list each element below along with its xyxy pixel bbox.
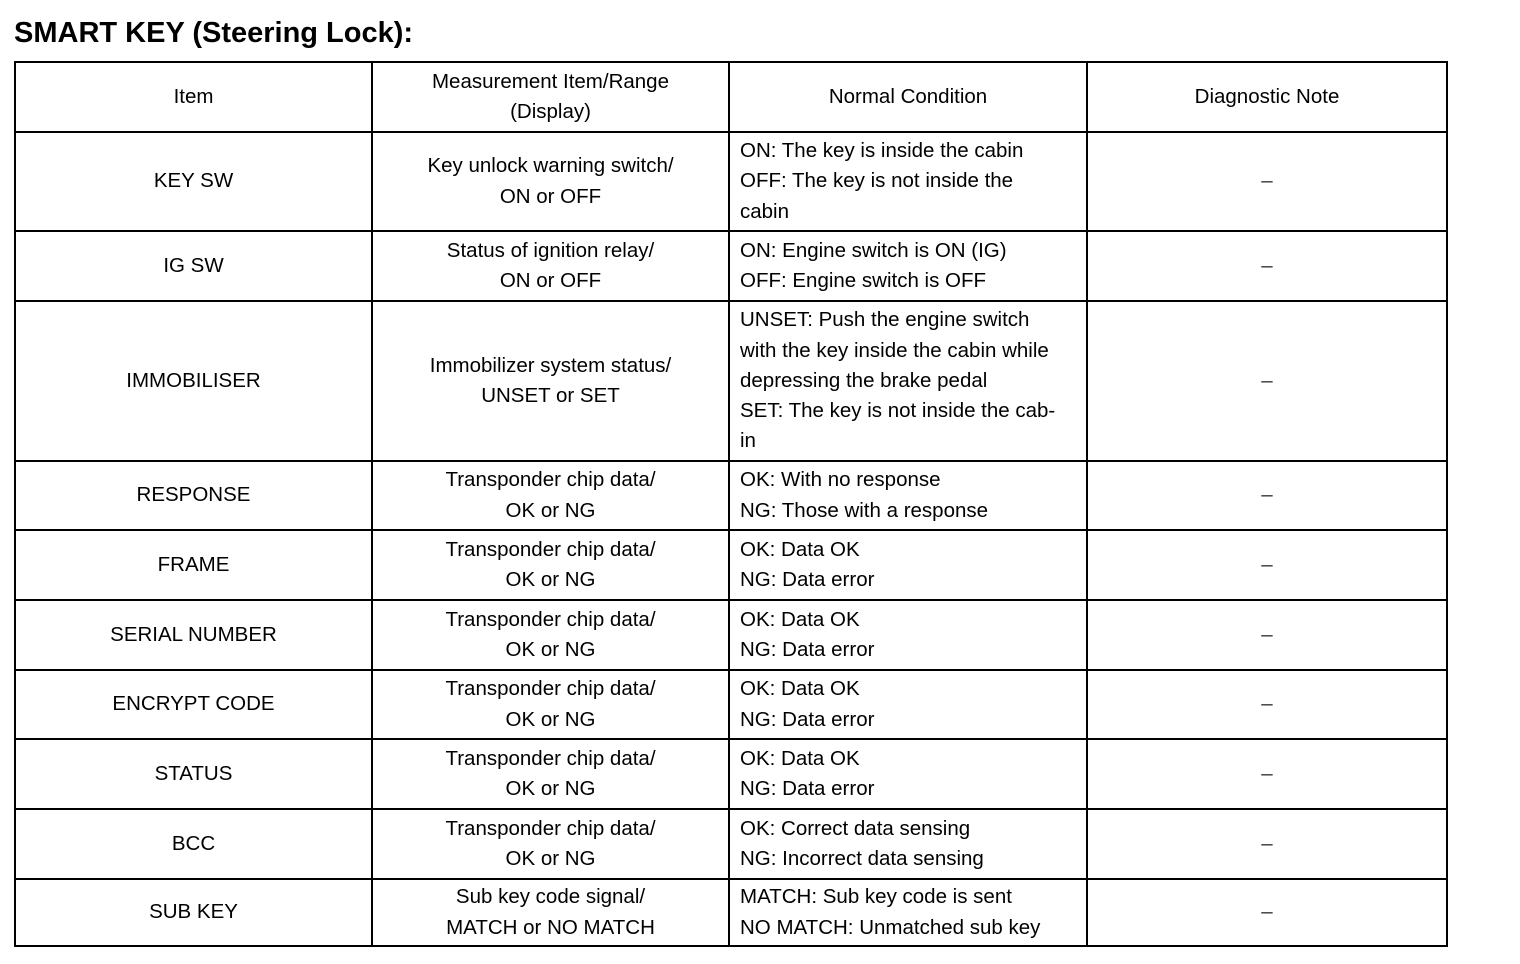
cell-diagnostic-note: – [1087, 670, 1447, 739]
smart-key-table [14, 61, 1448, 947]
cell-item: STATUS [15, 739, 372, 809]
cell-measurement: Transponder chip data/ OK or NG [372, 670, 729, 739]
cell-normal-condition: OK: Data OK NG: Data error [729, 530, 1087, 600]
table-row [15, 231, 1447, 301]
cell-item: FRAME [15, 530, 372, 600]
cell-normal-condition: ON: The key is inside the cabin OFF: The key is not inside the cabin [729, 132, 1087, 231]
cell-normal-condition: MATCH: Sub key code is sent NO MATCH: Unmatched sub key [729, 879, 1087, 946]
cell-normal-condition: OK: Data OK NG: Data error [729, 739, 1087, 809]
table-row [15, 530, 1447, 600]
table-row [15, 670, 1447, 739]
cell-normal-condition: OK: With no response NG: Those with a response [729, 461, 1087, 530]
cell-diagnostic-note: – [1087, 461, 1447, 530]
cell-measurement: Status of ignition relay/ ON or OFF [372, 231, 729, 301]
cell-measurement: Transponder chip data/ OK or NG [372, 600, 729, 670]
cell-diagnostic-note: – [1087, 600, 1447, 670]
cell-measurement: Sub key code signal/ MATCH or NO MATCH [372, 879, 729, 946]
table-body [15, 132, 1447, 946]
cell-measurement: Key unlock warning switch/ ON or OFF [372, 132, 729, 231]
table-row [15, 301, 1447, 461]
cell-normal-condition: OK: Correct data sensing NG: Incorrect data sensing [729, 809, 1087, 879]
cell-item: BCC [15, 809, 372, 879]
cell-item: KEY SW [15, 132, 372, 231]
cell-normal-condition: OK: Data OK NG: Data error [729, 670, 1087, 739]
cell-diagnostic-note: – [1087, 231, 1447, 301]
cell-diagnostic-note: – [1087, 530, 1447, 600]
table-row [15, 879, 1447, 946]
cell-item: SUB KEY [15, 879, 372, 946]
table-row [15, 132, 1447, 231]
cell-diagnostic-note: – [1087, 879, 1447, 946]
column-header-measurement: Measurement Item/Range (Display) [372, 62, 729, 132]
column-header-normal-condition: Normal Condition [729, 62, 1087, 132]
column-header-item: Item [15, 62, 372, 132]
cell-normal-condition: UNSET: Push the engine switch with the key inside the cabin while depressing the brake pedal SET: The key is not inside the cab- in [729, 301, 1087, 461]
cell-normal-condition: OK: Data OK NG: Data error [729, 600, 1087, 670]
cell-diagnostic-note: – [1087, 132, 1447, 231]
cell-measurement: Transponder chip data/ OK or NG [372, 530, 729, 600]
table-row [15, 461, 1447, 530]
cell-measurement: Immobilizer system status/ UNSET or SET [372, 301, 729, 461]
cell-diagnostic-note: – [1087, 301, 1447, 461]
table-header-row [15, 62, 1447, 132]
cell-measurement: Transponder chip data/ OK or NG [372, 809, 729, 879]
column-header-diagnostic-note: Diagnostic Note [1087, 62, 1447, 132]
cell-item: IG SW [15, 231, 372, 301]
table-row [15, 809, 1447, 879]
cell-measurement: Transponder chip data/ OK or NG [372, 739, 729, 809]
cell-item: SERIAL NUMBER [15, 600, 372, 670]
cell-item: RESPONSE [15, 461, 372, 530]
page-title: SMART KEY (Steering Lock): [14, 17, 414, 49]
cell-diagnostic-note: – [1087, 739, 1447, 809]
cell-diagnostic-note: – [1087, 809, 1447, 879]
cell-normal-condition: ON: Engine switch is ON (IG) OFF: Engine switch is OFF [729, 231, 1087, 301]
cell-item: IMMOBILISER [15, 301, 372, 461]
table-row [15, 600, 1447, 670]
table-row [15, 739, 1447, 809]
cell-measurement: Transponder chip data/ OK or NG [372, 461, 729, 530]
cell-item: ENCRYPT CODE [15, 670, 372, 739]
